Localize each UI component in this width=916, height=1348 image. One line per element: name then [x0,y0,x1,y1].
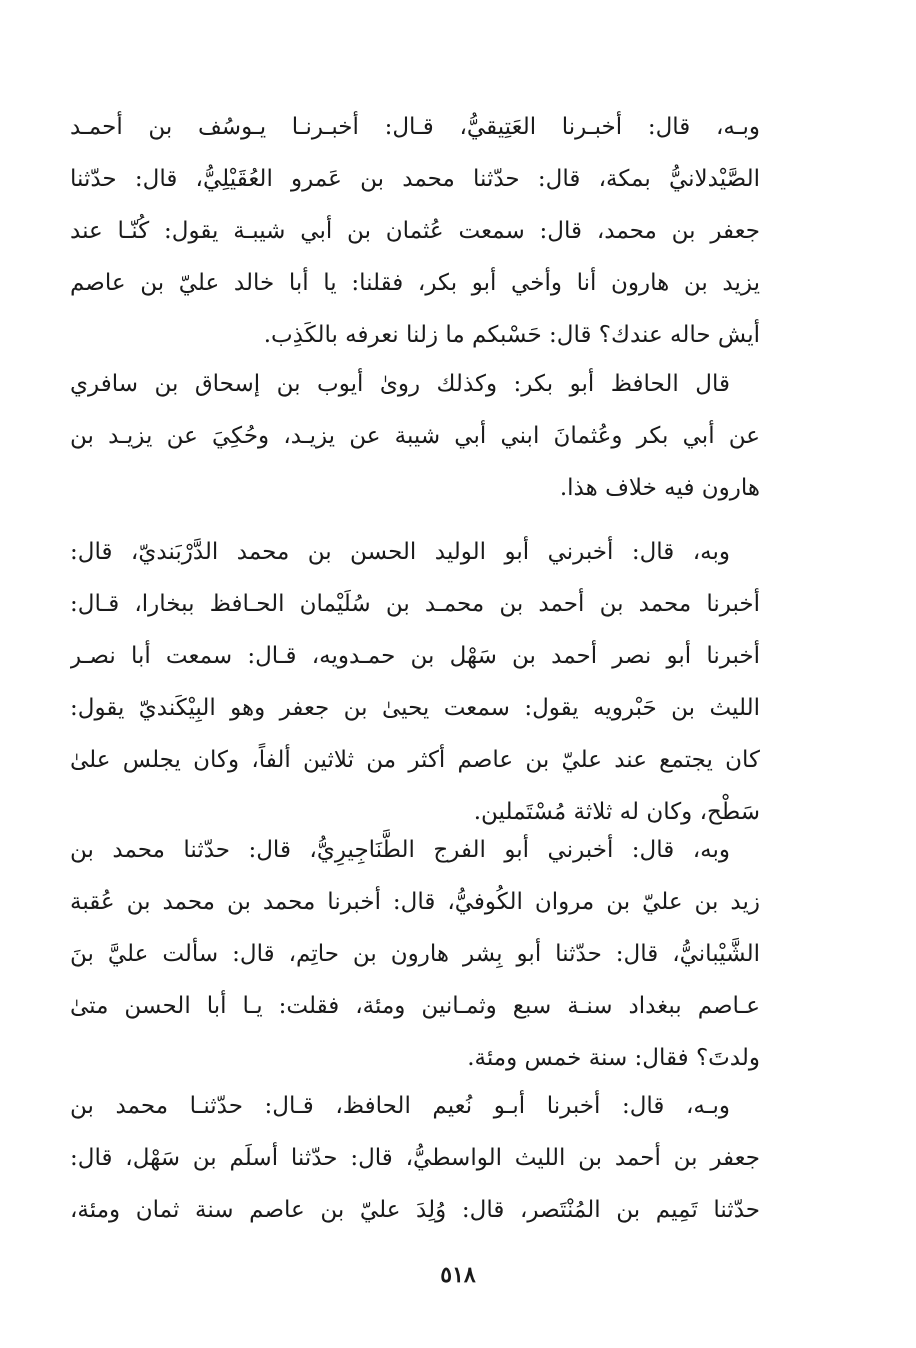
text-line: سَطْح، وكان له ثلاثة مُسْتَملين. [473,799,760,825]
text-line: ولدتَ؟ فقال: سنة خمس ومئة. [467,1045,760,1071]
paragraph-4 [70,824,760,1084]
text-line: وبـه، قال: أخبـرنا العَتِيقيُّ، قـال: أخبـرنـا يـوسُف بن أحمـد [70,114,760,140]
text-line: قال الحافظ أبو بكر: وكذلك روىٰ أيوب بن إسحاق بن سافري [70,371,730,397]
text-line: جعفر بن أحمد بن الليث الواسطيُّ، قال: حدّثنا أسلَم بن سَهْل، قال: [70,1145,760,1171]
text-line: أخبرنا أبو نصر أحمد بن سَهْل بن حمـدويه، قـال: سمعت أبا نصـر [70,643,760,669]
text-line: وبه، قال: أخبرني أبو الفرج الطَّنَاجِيرِيُّ، قال: حدّثنا محمد بن [70,837,730,863]
text-line: الصَّيْدلانيُّ بمكة، قال: حدّثنا محمد بن عَمرو العُقَيْلِيُّ، قال: حدّثنا [70,166,760,192]
text-line: الليث بن حَبْرويه يقول: سمعت يحيىٰ بن جعفر وهو البِيْكَنديّ يقول: [70,695,760,721]
text-line: يزيد بن هارون أنا وأخي أبو بكر، فقلنا: يا أبا خالد عليّ بن عاصم [70,270,760,296]
text-line: عن أبي بكر وعُثمانَ ابني أبي شيبة عن يزيـد، وحُكِيَ عن يزيـد بن [70,423,760,449]
text-line: وبه، قال: أخبرني أبو الوليد الحسن بن محمد الدَّرْبَنديّ، قال: [70,539,730,565]
text-line: أيش حاله عندك؟ قال: حَسْبكم ما زلنا نعرفه بالكَذِب. [263,322,760,348]
text-line: هارون فيه خلاف هذا. [559,475,760,501]
text-line: زيد بن عليّ بن مروان الكُوفيُّ، قال: أخبرنا محمد بن محمد بن عُقبة [70,889,760,915]
paragraph-3 [70,526,760,838]
text-line: وبـه، قال: أخبرنا أبـو نُعيم الحافظ، قـال: حدّثنـا محمد بن [70,1093,730,1119]
text-line: جعفر بن محمد، قال: سمعت عُثمان بن أبي شيبـة يقول: كُنّـا عند [70,218,760,244]
text-line: عـاصم ببغداد سنـة سبع وثمـانين ومئة، فقلت: يـا أبا الحسن متىٰ [70,993,760,1019]
text-line: كان يجتمع عند عليّ بن عاصم أكثر من ثلاثين ألفاً، وكان يجلس علىٰ [70,747,760,773]
text-line: أخبرنا محمد بن أحمد بن محمـد بن سُلَيْمان الحـافظ ببخارا، قـال: [70,591,760,617]
page-number: ٥١٨ [440,1262,476,1288]
text-line: الشَّيْبانيُّ، قال: حدّثنا أبو بِشر هارون بن حاتِم، قال: سألت عليَّ بنَ [70,941,760,967]
paragraph-5 [70,1080,760,1236]
text-line: حدّثنا تَمِيم بن المُنْتَصر، قال: وُلِدَ عليّ بن عاصم سنة ثمان ومئة، [70,1197,760,1223]
paragraph-1 [70,101,760,361]
paragraph-2 [70,358,760,514]
